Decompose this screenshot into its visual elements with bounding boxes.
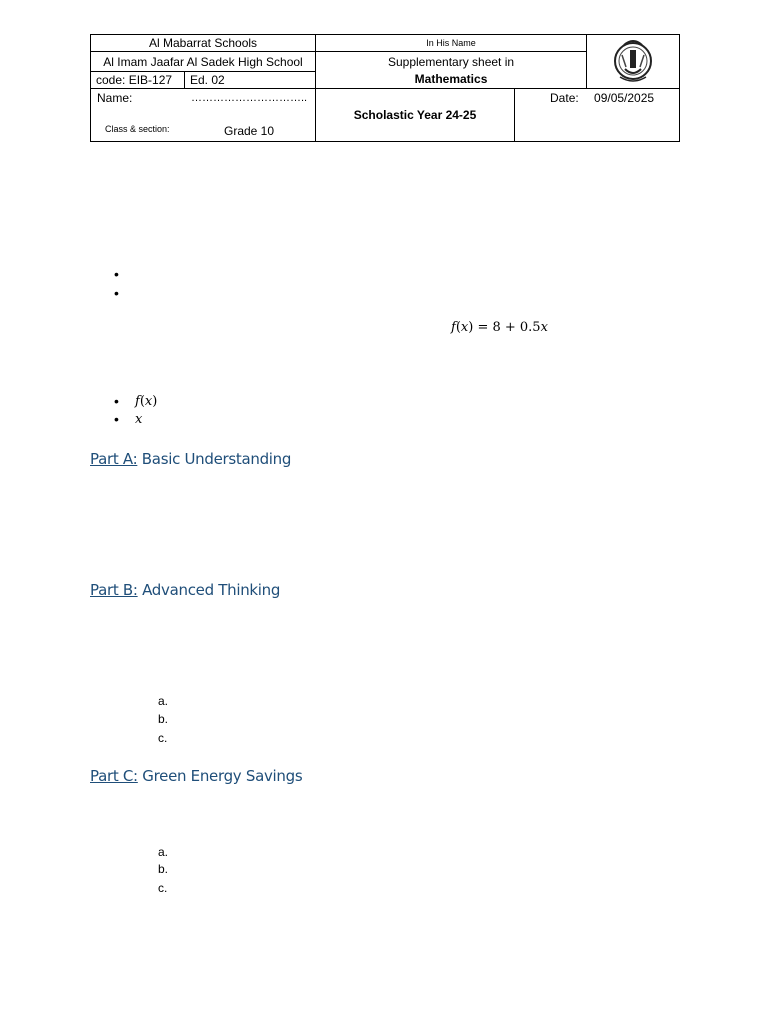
part-a-title: Basic Understanding bbox=[137, 450, 292, 468]
class-label: Class & section: bbox=[105, 124, 170, 134]
var-f: f bbox=[135, 394, 140, 409]
part-c-item-a: a. bbox=[158, 845, 169, 859]
formula-f: f bbox=[451, 320, 456, 335]
class-value: Grade 10 bbox=[224, 124, 275, 138]
var-x: x bbox=[135, 412, 143, 427]
school-logo bbox=[587, 35, 680, 89]
part-b-item-a: a. bbox=[158, 694, 169, 708]
part-c-item-b: b. bbox=[158, 862, 169, 876]
sheet-title bbox=[316, 52, 587, 89]
sheet-subject: Mathematics bbox=[414, 71, 488, 86]
part-c-title: Green Energy Savings bbox=[137, 767, 303, 785]
bullet-2: • bbox=[114, 285, 119, 301]
header-table bbox=[90, 34, 680, 142]
var-fx: f(x) bbox=[135, 394, 158, 409]
part-c-heading bbox=[90, 767, 302, 785]
in-his-name: In His Name bbox=[316, 35, 587, 52]
part-c-label: Part C: bbox=[90, 767, 138, 785]
var-x-in-f: x bbox=[144, 394, 153, 409]
school-name: Al Imam Jaafar Al Sadek High School bbox=[91, 52, 316, 72]
formula-rest: = 8 + 0.5 bbox=[473, 320, 541, 335]
edition: Ed. 02 bbox=[185, 72, 316, 89]
name-label: Name: bbox=[97, 91, 133, 105]
name-field[interactable]: ………………………….. bbox=[191, 92, 308, 104]
var-bullet-1: • bbox=[114, 393, 119, 409]
date-value: 09/05/2025 bbox=[594, 91, 655, 105]
formula-x-2: x bbox=[540, 320, 548, 335]
name-class-cell bbox=[91, 89, 316, 142]
part-c-item-c: c. bbox=[158, 881, 168, 895]
sheet-line1: Supplementary sheet in bbox=[387, 54, 515, 69]
part-a-label: Part A: bbox=[90, 450, 138, 468]
date-cell bbox=[515, 89, 680, 142]
part-a-heading bbox=[90, 450, 291, 468]
date-label: Date: bbox=[550, 91, 579, 105]
scholastic-year: Scholastic Year 24-25 bbox=[316, 89, 515, 142]
var-bullet-2: • bbox=[114, 411, 119, 427]
part-b-label: Part B: bbox=[90, 581, 138, 599]
code: code: EIB-127 bbox=[91, 72, 185, 89]
part-b-heading bbox=[90, 581, 280, 599]
formula-x: x bbox=[460, 320, 469, 335]
school-seal-icon bbox=[610, 35, 656, 85]
part-b-item-c: c. bbox=[158, 731, 168, 745]
bullet-1: • bbox=[114, 266, 119, 282]
formula: f(x) = 8 + 0.5x bbox=[451, 320, 548, 335]
org-name: Al Mabarrat Schools bbox=[91, 35, 316, 52]
part-b-item-b: b. bbox=[158, 712, 169, 726]
part-b-title: Advanced Thinking bbox=[137, 581, 281, 599]
